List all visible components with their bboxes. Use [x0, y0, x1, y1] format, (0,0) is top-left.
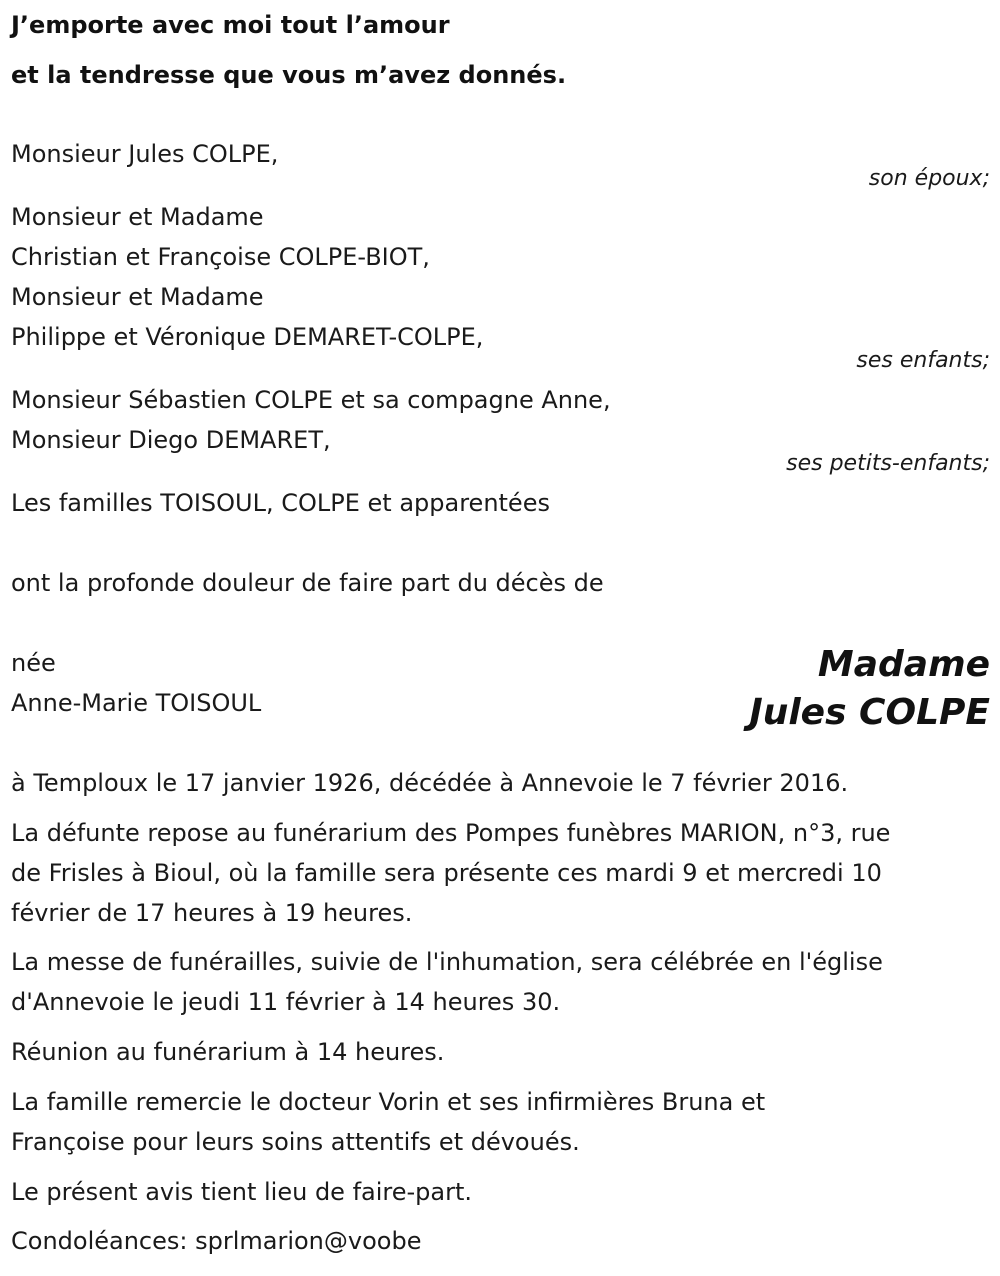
- epigraph-line-1: J’emporte avec moi tout l’amour: [11, 11, 450, 39]
- grandchildren-line-1: Monsieur Sébastien COLPE et sa compagne Anne,: [11, 386, 611, 414]
- deceased-title-line-1: Madame: [817, 644, 990, 685]
- husband-name: Monsieur Jules COLPE,: [11, 140, 279, 168]
- families-line: Les familles TOISOUL, COLPE et apparentées: [11, 489, 550, 517]
- epigraph-line-2: et la tendresse que vous m’avez donnés.: [11, 61, 567, 89]
- funerarium-line-3: février de 17 heures à 19 heures.: [11, 899, 413, 927]
- funerarium-line-1: La défunte repose au funérarium des Pompes funèbres MARION, n°3, rue: [11, 819, 891, 847]
- funerarium-line-2: de Frisles à Bioul, où la famille sera présente ces mardi 9 et mercredi 10: [11, 859, 882, 887]
- children-line-3: Monsieur et Madame: [11, 283, 264, 311]
- grandchildren-role: ses petits-enfants;: [786, 451, 990, 476]
- birth-death-line: à Temploux le 17 janvier 1926, décédée à Annevoie le 7 février 2016.: [11, 769, 849, 797]
- children-line-4: Philippe et Véronique DEMARET-COLPE,: [11, 323, 484, 351]
- children-line-2: Christian et Françoise COLPE-BIOT,: [11, 243, 430, 271]
- maiden-name: Anne-Marie TOISOUL: [11, 689, 262, 717]
- born-label: née: [11, 649, 56, 677]
- announcement-line: ont la profonde douleur de faire part du décès de: [11, 569, 604, 597]
- deceased-title-line-2: Jules COLPE: [749, 692, 990, 733]
- thanks-line-2: Françoise pour leurs soins attentifs et dévoués.: [11, 1128, 580, 1156]
- notice-line: Le présent avis tient lieu de faire-part.: [11, 1178, 473, 1206]
- grandchildren-line-2: Monsieur Diego DEMARET,: [11, 426, 331, 454]
- condolences-line: Condoléances: sprlmarion@voobe: [11, 1227, 422, 1255]
- thanks-line-1: La famille remercie le docteur Vorin et ses infirmières Bruna et: [11, 1088, 766, 1116]
- children-line-1: Monsieur et Madame: [11, 203, 264, 231]
- mass-line-2: d'Annevoie le jeudi 11 février à 14 heures 30.: [11, 988, 561, 1016]
- children-role: ses enfants;: [856, 348, 990, 373]
- husband-role: son époux;: [868, 166, 990, 191]
- meeting-line: Réunion au funérarium à 14 heures.: [11, 1038, 445, 1066]
- mass-line-1: La messe de funérailles, suivie de l'inhumation, sera célébrée en l'église: [11, 948, 883, 976]
